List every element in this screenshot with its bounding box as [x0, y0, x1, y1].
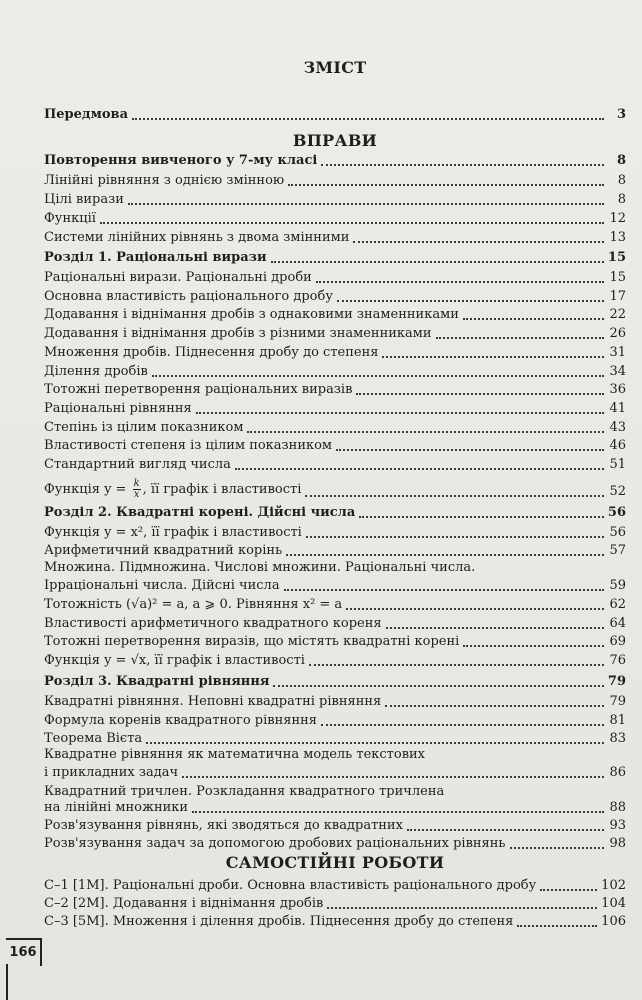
entry-title: С–3 [5М]. Множення і ділення дробів. Піднесення дробу до степеня	[44, 914, 514, 929]
entry-title: Додавання і віднімання дробів з однаковими знаменниками	[44, 307, 459, 322]
entry-page: 88	[609, 800, 626, 815]
leader-dots	[316, 280, 604, 283]
entry-title: Функція y = x², її графік і властивості	[44, 525, 302, 540]
entry-page: 102	[601, 878, 626, 893]
toc-heading: ЗМІСТ	[303, 58, 367, 77]
toc-entry	[44, 634, 626, 650]
toc-entry	[44, 713, 626, 729]
leader-dots	[192, 810, 604, 813]
entry-page: 62	[609, 597, 626, 612]
toc-entry	[44, 345, 626, 361]
fraction: $\frac{k}{x}$	[133, 478, 140, 500]
entry-title: Функція y = $\frac{k}{x}$ , її графік і властивості	[44, 478, 302, 500]
entry-title: і прикладних задач	[44, 765, 179, 780]
toc-entry	[44, 192, 626, 208]
page-number: 166	[6, 938, 42, 966]
entry-page: 56	[609, 525, 626, 540]
entry-page: 79	[609, 694, 626, 709]
leader-dots	[286, 553, 604, 556]
leader-dots	[353, 240, 604, 243]
entry-title: Множення дробів. Піднесення дробу до степеня	[44, 345, 379, 360]
entry-title: С–2 [2М]. Додавання і віднімання дробів	[44, 896, 324, 911]
toc-entry	[44, 326, 626, 342]
entry-first-line: Квадратне рівняння як математична модель текстових	[44, 747, 426, 762]
entry-page: 31	[609, 345, 626, 360]
leader-dots	[346, 607, 604, 610]
toc-entry	[44, 525, 626, 541]
entry-page: 56	[607, 505, 626, 520]
toc-entry	[44, 694, 626, 710]
leader-dots	[288, 183, 604, 186]
toc-entry	[44, 896, 626, 912]
leader-dots	[132, 117, 604, 120]
leader-dots	[463, 317, 604, 320]
entry-page: 3	[616, 107, 626, 122]
section-title: Розділ 3. Квадратні рівняння	[44, 674, 270, 689]
entry-page: 59	[609, 578, 626, 593]
leader-dots	[510, 846, 605, 849]
leader-dots	[100, 221, 604, 224]
entry-title: Стандартний вигляд числа	[44, 457, 231, 472]
entry-page: 8	[616, 153, 626, 168]
entry-title: Арифметичний квадратний корінь	[44, 543, 283, 558]
toc-entry	[44, 543, 626, 559]
leader-dots	[182, 775, 604, 778]
leader-dots	[359, 515, 604, 518]
entry-title: Теорема Вієта	[44, 731, 143, 746]
entry-page: 41	[609, 401, 626, 416]
entry-first-line: Квадратний тричлен. Розкладання квадратного тричлена	[44, 784, 445, 799]
toc-section	[44, 505, 626, 521]
entry-title: Ділення дробів	[44, 364, 148, 379]
entry-title: Передмова	[44, 107, 128, 122]
leader-dots	[382, 355, 604, 358]
toc-entry	[44, 107, 626, 123]
toc-entry	[44, 597, 626, 613]
entry-title: Раціональні рівняння	[44, 401, 192, 416]
leader-dots	[196, 411, 604, 414]
section-title: Розділ 2. Квадратні корені. Дійсні числа	[44, 505, 356, 520]
entry-title: Формула коренів квадратного рівняння	[44, 713, 317, 728]
entry-title: Додавання і віднімання дробів з різними знаменниками	[44, 326, 432, 341]
leader-dots	[128, 202, 604, 205]
entry-page: 46	[609, 438, 626, 453]
entry-page: 12	[609, 211, 626, 226]
toc-entry	[44, 818, 626, 834]
leader-dots	[540, 888, 597, 891]
leader-dots	[306, 535, 604, 538]
toc-entry	[44, 878, 626, 894]
leader-dots	[336, 448, 604, 451]
entry-title: Степінь із цілим показником	[44, 420, 244, 435]
leader-dots	[321, 723, 604, 726]
entry-page: 17	[609, 289, 626, 304]
independent-heading: САМОСТІЙНІ РОБОТИ	[225, 853, 445, 872]
entry-page: 13	[609, 230, 626, 245]
entry-title: Функція y = √x, її графік і властивості	[44, 653, 305, 668]
entry-page: 76	[609, 653, 626, 668]
toc-entry	[44, 307, 626, 323]
entry-page: 106	[601, 914, 626, 929]
entry-title: Ірраціональні числа. Дійсні числа	[44, 578, 280, 593]
entry-title: Функції	[44, 211, 96, 226]
entry-first-line: Множина. Підмножина. Числові множини. Раціональні числа.	[44, 560, 476, 575]
entry-title: Основна властивість раціонального дробу	[44, 289, 333, 304]
entry-page: 93	[609, 818, 626, 833]
leader-dots	[305, 494, 604, 497]
entry-page: 22	[609, 307, 626, 322]
entry-title: на лінійні множники	[44, 800, 189, 815]
entry-title: Властивості арифметичного квадратного кореня	[44, 616, 382, 631]
entry-title: Цілі вирази	[44, 192, 124, 207]
leader-dots	[327, 906, 597, 909]
toc-entry	[44, 153, 626, 169]
toc-entry	[44, 914, 626, 930]
leader-dots	[385, 704, 604, 707]
toc-entry	[44, 765, 626, 781]
toc-entry	[44, 731, 626, 747]
toc-section	[44, 250, 626, 266]
toc-entry	[44, 420, 626, 436]
entry-title: Властивості степеня із цілим показником	[44, 438, 333, 453]
entry-title: Тотожні перетворення виразів, що містять квадратні корені	[44, 634, 460, 649]
leader-dots	[436, 336, 604, 339]
toc-entry	[44, 800, 626, 816]
leader-dots	[463, 644, 604, 647]
section-title: Розділ 1. Раціональні вирази	[44, 250, 267, 265]
entry-title: Тотожність (√a)² = a, a ⩾ 0. Рівняння x² = a	[44, 597, 343, 612]
toc-entry	[44, 173, 626, 189]
leader-dots	[407, 828, 604, 831]
entry-title: Раціональні вирази. Раціональні дроби	[44, 270, 312, 285]
page-edge-rule	[6, 964, 8, 1000]
toc-entry	[44, 836, 626, 852]
leader-dots	[356, 392, 604, 395]
entry-page: 104	[601, 896, 626, 911]
entry-title: Розв'язування задач за допомогою дробових раціональних рівнянь	[44, 836, 506, 851]
entry-title: Повторення вивченого у 7-му класі	[44, 153, 318, 168]
entry-page: 43	[609, 420, 626, 435]
toc-entry	[44, 479, 626, 500]
entry-page: 86	[609, 765, 626, 780]
leader-dots	[284, 588, 604, 591]
toc-entry	[44, 616, 626, 632]
entry-page: 26	[609, 326, 626, 341]
leader-dots	[152, 374, 604, 377]
entry-page: 83	[609, 731, 626, 746]
leader-dots	[146, 741, 604, 744]
entry-page: 69	[609, 634, 626, 649]
entry-page: 98	[609, 836, 626, 851]
entry-title: Системи лінійних рівнянь з двома змінними	[44, 230, 350, 245]
leader-dots	[337, 299, 604, 302]
entry-page: 15	[609, 270, 626, 285]
entry-page: 57	[609, 543, 626, 558]
toc-entry	[44, 401, 626, 417]
toc-entry	[44, 211, 626, 227]
toc-entry	[44, 230, 626, 246]
entry-page: 51	[609, 457, 626, 472]
toc-entry	[44, 364, 626, 380]
entry-page: 34	[609, 364, 626, 379]
toc-entry	[44, 382, 626, 398]
leader-dots	[309, 663, 604, 666]
leader-dots	[271, 260, 604, 263]
entry-title: Розв'язування рівнянь, які зводяться до квадратних	[44, 818, 403, 833]
entry-page: 79	[607, 674, 626, 689]
exercises-heading: ВПРАВИ	[292, 131, 378, 150]
toc-entry	[44, 438, 626, 454]
entry-page: 52	[609, 484, 626, 499]
toc-entry	[44, 289, 626, 305]
toc-entry	[44, 270, 626, 286]
leader-dots	[273, 684, 603, 687]
toc-entry	[44, 653, 626, 669]
leader-dots	[517, 924, 597, 927]
entry-page: 8	[617, 192, 626, 207]
leader-dots	[386, 626, 604, 629]
leader-dots	[235, 467, 604, 470]
entry-page: 36	[609, 382, 626, 397]
entry-page: 15	[607, 250, 626, 265]
entry-page: 81	[609, 713, 626, 728]
entry-title: Квадратні рівняння. Неповні квадратні рівняння	[44, 694, 382, 709]
entry-page: 8	[617, 173, 626, 188]
entry-title: Лінійні рівняння з однією змінною	[44, 173, 285, 188]
leader-dots	[247, 430, 604, 433]
leader-dots	[321, 163, 604, 166]
toc-entry	[44, 578, 626, 594]
entry-title: С–1 [1М]. Раціональні дроби. Основна властивість раціонального дробу	[44, 878, 537, 893]
entry-title: Тотожні перетворення раціональних виразів	[44, 382, 353, 397]
toc-section	[44, 674, 626, 690]
entry-page: 64	[609, 616, 626, 631]
toc-entry	[44, 457, 626, 473]
